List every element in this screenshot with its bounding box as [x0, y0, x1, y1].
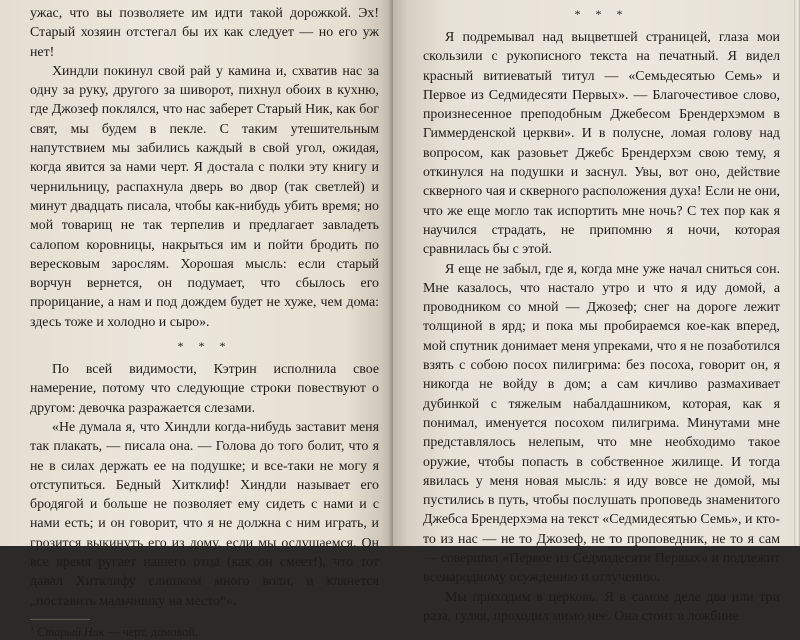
left-paragraph-catherine-diary: «Не думала я, что Хиндли когда-нибудь заставит меня так плакать, — писала она. — Голова до того болит, что я не в силах держать ее на подушке; и все-таки не могу я отступиться. Бедный Хитклиф! Хиндли называет его бродягой и больше не позволяет ему сидеть с нами и с нами есть; и он говорит, что я не должна с ним играть, и грозится выкинуть его из дому, если мы ослушаемся. Он все время ругает нашего отца (как он смеет!), что тот давал Хитклифу слишком много воли, и клянется „поставить мальчишку на место“». — [30, 419, 379, 609]
left-paragraph-continuation: ужас, что вы позволяете им идти такой дорожкой. Эх! Старый хозяин отстегал бы их как следует — но его уж нет! — [30, 6, 379, 60]
footnote-text: — черт, домовой. — [104, 624, 198, 639]
footnote-marker: 1 — [30, 623, 34, 633]
left-page — [0, 0, 393, 639]
right-paragraph-church: Мы приходим в церковь. Я в самом деле два или три раза, гуляя, проходил мимо нее. Она стоит в ложбине — [423, 589, 780, 624]
right-paragraph-dozing: Я подремывал над выцветшей страницей, глаза мои скользили с рукописного текста на печатный. Я видел красный витиеватый титул — «Семьдесятью Семь» и Первое из Седмидесяти Первых». — Благочестивое слово, произнесенное преподобным Джебесом Брендерхэмом в Гиммерденской церкви». И в полусне, ломая голову над вопросом, как разовьет Джебс Брендерхэм свою тему, я откинулся на подушки и заснул. Увы, вот оно, действие скверного чая и скверного расположения духа! Если не они, что же еще могло так испортить мне ночь? С тех пор как я научился страдать, не припомню я ночи, которая сравнилась бы с этой. — [423, 30, 780, 258]
left-paragraph-hindley — [30, 62, 379, 332]
footnote-term: Старый Ник — [37, 624, 105, 639]
right-paragraph-dream: Я еще не забыл, где я, когда мне уже начал сниться сон. Мне казалось, что настало утро и что я иду домой, а проводником со мной — Джозеф; снег на дороге лежит толщиной в ярд; и пока мы пробираемся кое-как вперед, мой спутник донимает меня упреками, что я не позаботился взять с собою посох пилигрима: без посоха, говорит он, я никогда не войду в дом; а сам кичливо размахивает дубинкой с тяжелым набалдашником, которая, как я понимал, именуется посохом пилигрима. Минутами мне представлялось нелепым, что мне необходимо такое оружие, чтобы попасть в собственное жилище. И тогда явилась у меня новая мысль: я иду вовсе не домой, мы пустились в путь, чтобы послушать проповедь знаменитого Джебса Брендерхэма на текст «Седмидесятью Семь», и кто-то из нас — не то Джозеф, не то проповедник, не то я сам — совершил «Первое из Седмидесяти Первых» и подлежит всенародному осуждению и отлучению. — [423, 261, 780, 586]
left-paragraph-hindley-text: Хиндли покинул свой рай у камина и, схватив нас за одну за руку, другого за шиворот, пихнул обоих в кухню, где Джозеф поклялся, что нас заберет Старый Ник, как бог свят, мы будем в пекле. С таким утешительным напутствием мы забились каждый в свой угол, ожидая, когда явится за нами черт. Я достала с полки эту книгу и чернильницу, распахнула дверь во двор (так светлей) и минут двадцать писала, чтобы как-нибудь убить время; но мой товарищ не так терпелив и предлагает завладеть салопом коровницы, накрыться им и пойти бродить по вересковым зарослям. Хорошая мысль: если старый ворчун вернется, он подумает, что сбылось его прорицание, а нам и под дождем будет не хуже, чем дома: здесь тоже и холодно и сыро». — [30, 63, 379, 330]
left-paragraph-catherine-intent: По всей видимости, Кэтрин исполнила свое намерение, потому что следующие строки повествуют о другом: девочка разражается слезами. — [30, 362, 379, 416]
right-page — [393, 0, 800, 624]
left-section-separator: * * * — [177, 339, 232, 354]
footnote — [30, 624, 379, 640]
footnote-divider — [30, 619, 90, 620]
right-section-separator: * * * — [574, 7, 629, 21]
right-page-edge — [794, 0, 800, 546]
